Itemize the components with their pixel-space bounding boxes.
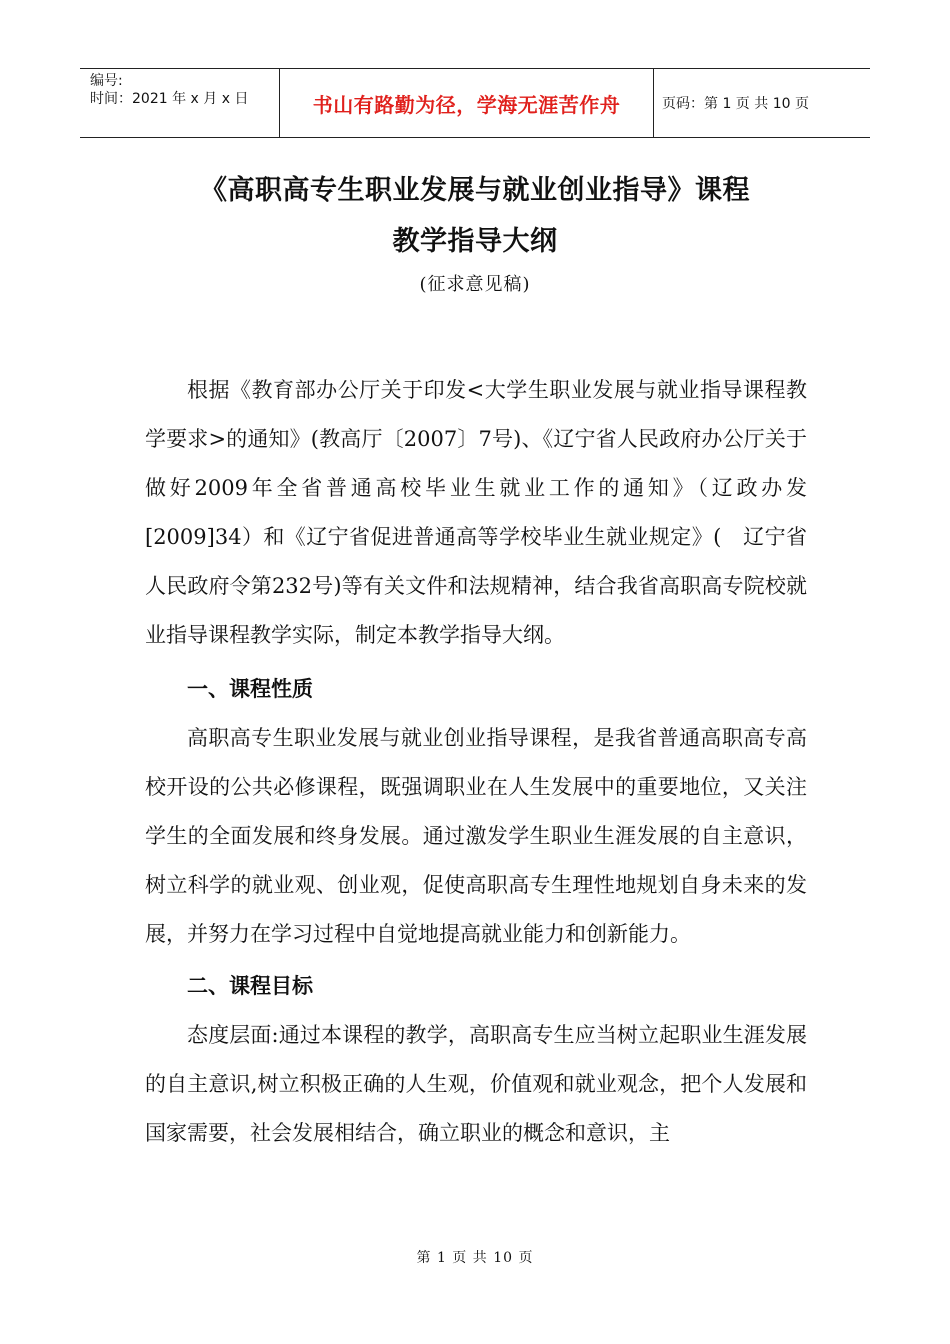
header-table — [80, 68, 870, 138]
motto: 书山有路勤为径，学海无涯苦作舟 — [280, 69, 654, 137]
intro-paragraph: 根据《教育部办公厅关于印发<大学生职业发展与就业指导课程教学要求>的通知》(教高厅〔2007〕7号)、《辽宁省人民政府办公厅关于做好2009年全省普通高校毕业生就业工作的通知》（辽政办发[2009]34）和《辽宁省促进普通高等学校毕业生就业规定》( 辽宁省人民政府令第232号)等有关文件和法规精神，结合我省高职高专院校就业指导课程教学实际，制定本教学指导大纲。 — [145, 378, 807, 647]
page-footer: 第 1 页 共 10 页 — [416, 1250, 534, 1266]
section2-heading: 二、课程目标 — [187, 974, 313, 998]
document-subtitle: (征求意见稿) — [419, 274, 531, 295]
section1-heading: 一、课程性质 — [187, 677, 313, 701]
document-title-line2: 教学指导大纲 — [392, 226, 558, 257]
section1-paragraph: 高职高专生职业发展与就业创业指导课程，是我省普通高职高专高校开设的公共必修课程，既强调职业在人生发展中的重要地位，又关注学生的全面发展和终身发展。通过激发学生职业生涯发展的自主意识，树立科学的就业观、创业观，促使高职高专生理性地规划自身未来的发展，并努力在学习过程中自觉地提高就业能力和创新能力。 — [145, 726, 807, 946]
section2-paragraph: 态度层面:通过本课程的教学，高职高专生应当树立起职业生涯发展的自主意识,树立积极正确的人生观，价值观和就业观念，把个人发展和国家需要，社会发展相结合，确立职业的概念和意识，主 — [145, 1023, 807, 1145]
header-meta — [80, 69, 280, 137]
time-label: 时间：2021 年 x 月 x 日 — [90, 91, 249, 107]
page-info: 页码：第 1 页 共 10 页 — [662, 96, 809, 112]
document-title-line1: 《高职高专生职业发展与就业创业指导》课程 — [200, 175, 750, 206]
code-label: 编号: — [90, 73, 123, 89]
document-body — [145, 366, 807, 1158]
